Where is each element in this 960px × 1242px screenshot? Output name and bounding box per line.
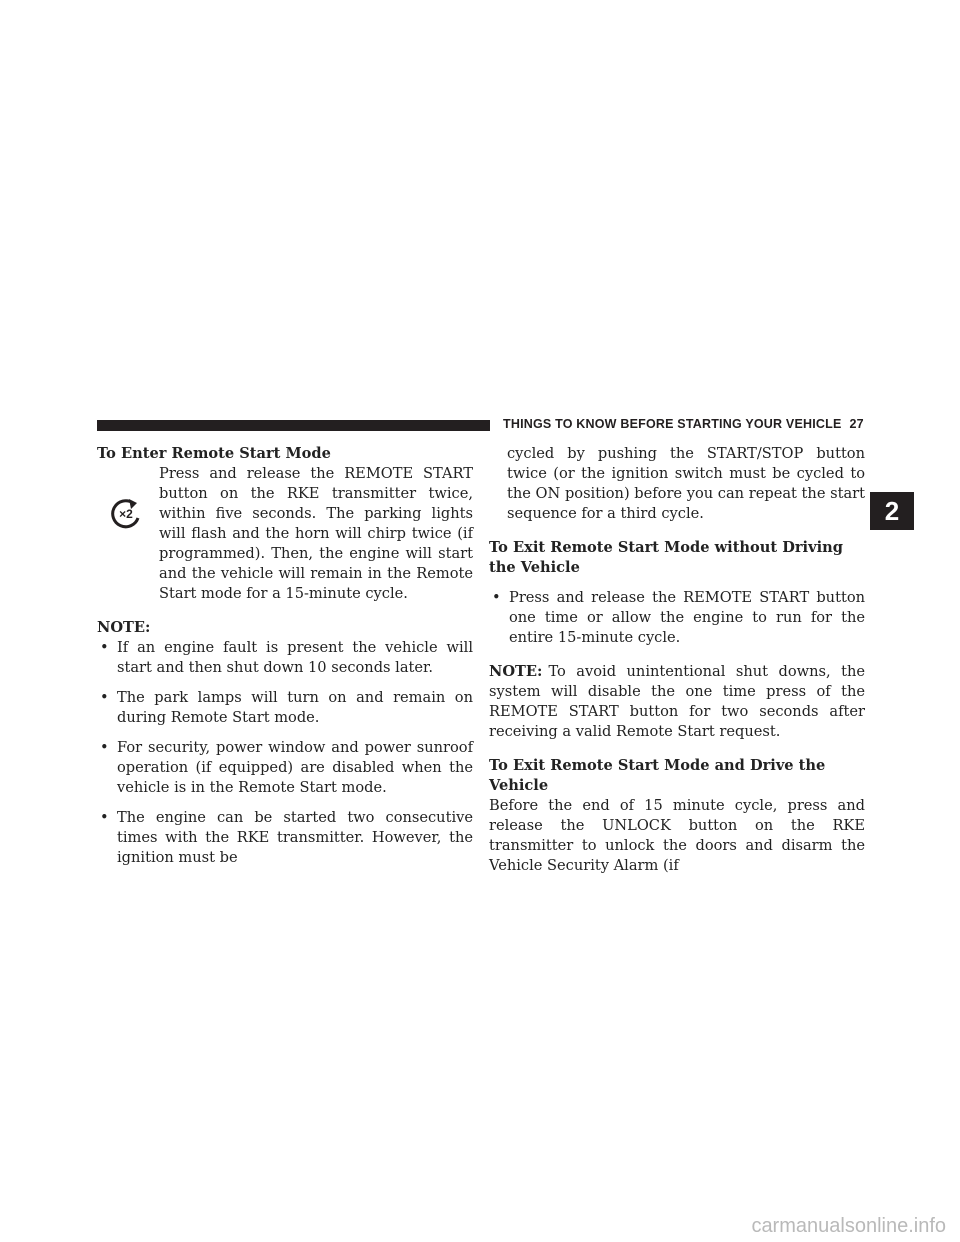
- header-title: THINGS TO KNOW BEFORE STARTING YOUR VEHICLE: [503, 417, 842, 431]
- left-column: [97, 444, 473, 868]
- drive-paragraph: Before the end of 15 minute cycle, press and release the UNLOCK button on the RKE transmitter to unlock the doors and disarm the Vehicle Security Alarm (if: [489, 797, 865, 874]
- page-number: 27: [849, 417, 864, 431]
- list-item: • The engine can be started two consecutive times with the RKE transmitter. However, the ignition must be: [100, 809, 473, 866]
- chapter-tab: 2: [870, 492, 914, 530]
- right-column: [489, 444, 865, 876]
- note-paragraph: [489, 662, 865, 742]
- list-item: • For security, power window and power sunroof operation (if equipped) are disabled when the vehicle is in the Remote Start mode.: [100, 739, 473, 796]
- note-bullet-list: [97, 638, 473, 868]
- exit-bullet-list: [489, 588, 865, 648]
- header-bar: [97, 420, 490, 431]
- icon-label: ×2: [119, 507, 133, 521]
- heading-exit-without-driving: To Exit Remote Start Mode without Driving the Vehicle: [489, 539, 843, 576]
- intro-paragraph: Press and release the REMOTE START button on the RKE transmitter twice, within five seconds. The parking lights will flash and the horn will chirp twice (if programmed). Then, the engine will start and the vehicle will remain in the Remote Start mode for a 15-minute cycle.: [159, 465, 473, 602]
- note-label: NOTE:: [97, 619, 151, 636]
- heading-exit-and-drive: To Exit Remote Start Mode and Drive the Vehicle: [489, 757, 826, 794]
- note-label: NOTE:: [489, 663, 543, 680]
- remote-start-x2-icon: [107, 496, 147, 532]
- heading-enter-remote-start: To Enter Remote Start Mode: [97, 445, 331, 462]
- list-item: • The park lamps will turn on and remain on during Remote Start mode.: [100, 689, 473, 726]
- continued-bullet-text: cycled by pushing the START/STOP button twice (or the ignition switch must be cycled to the ON position) before you can repeat the start sequence for a third cycle.: [507, 445, 865, 522]
- running-header: [503, 417, 864, 431]
- intro-block: [97, 464, 473, 604]
- note-text: To avoid unintentional shut downs, the system will disable the one time press of the REMOTE START button for two seconds after receiving a valid Remote Start request.: [489, 663, 865, 740]
- list-item: • Press and release the REMOTE START button one time or allow the engine to run for the entire 15-minute cycle.: [492, 589, 865, 646]
- watermark: carmanualsonline.info: [751, 1215, 946, 1237]
- list-item: • If an engine fault is present the vehicle will start and then shut down 10 seconds later.: [100, 639, 473, 676]
